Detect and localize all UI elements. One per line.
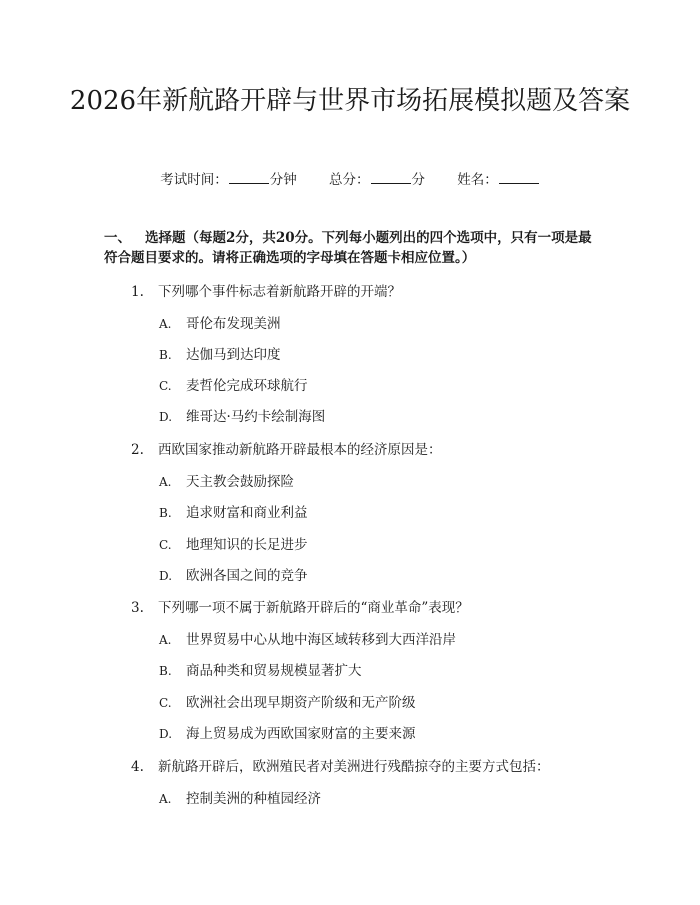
question-text: 新航路开辟后，欧洲殖民者对美洲进行残酷掠夺的主要方式包括： [158,759,550,775]
question-number: 1. [131,284,144,300]
question-3-option-b [159,661,599,681]
option-text: 欧洲社会出现早期资产阶级和无产阶级 [186,695,416,711]
option-text: 地理知识的长足进步 [186,537,308,553]
option-text: 哥伦布发现美洲 [186,316,281,332]
question-1 [131,282,601,302]
option-letter: D. [159,569,173,583]
option-letter: A. [159,792,172,806]
question-2-option-c [159,535,599,555]
option-text: 达伽马到达印度 [186,347,281,363]
option-letter: A. [159,475,172,489]
option-letter: B. [159,506,172,520]
option-text: 天主教会鼓励探险 [186,474,294,490]
total-score-unit: 分 [411,172,425,188]
question-number: 3. [131,600,144,616]
question-3-option-d [159,724,599,744]
name-label: 姓名： [457,172,498,188]
question-text: 西欧国家推动新航路开辟最根本的经济原因是： [158,442,442,458]
option-letter: C. [159,538,172,552]
option-text: 欧洲各国之间的竞争 [186,568,308,584]
option-letter: B. [159,664,172,678]
option-text: 控制美洲的种植园经济 [186,791,321,807]
option-text: 麦哲伦完成环球航行 [186,378,308,394]
question-4 [131,757,601,777]
option-text: 维哥达·马约卡绘制海图 [186,409,326,425]
question-2-option-d [159,566,599,586]
question-2-option-a [159,472,599,492]
question-number: 2. [131,442,144,458]
option-text: 海上贸易成为西欧国家财富的主要来源 [186,726,416,742]
option-letter: C. [159,696,172,710]
option-letter: A. [159,317,172,331]
question-3 [131,598,601,618]
exam-time-field [160,169,297,190]
total-score-blank [371,169,411,184]
question-text: 下列哪一项不属于新航路开辟后的“商业革命”表现？ [158,600,469,616]
total-score-field [329,169,425,190]
exam-time-blank [229,169,269,184]
page-title: 2026年新航路开辟与世界市场拓展模拟题及答案 [69,86,631,116]
option-text: 追求财富和商业利益 [186,505,308,521]
name-blank [499,169,539,184]
option-letter: A. [159,633,172,647]
option-letter: C. [159,379,172,393]
name-field [457,169,540,190]
question-1-option-c [159,376,599,396]
section-number: 一、 [104,230,131,246]
total-score-label: 总分： [329,172,370,188]
exam-info-line [0,169,700,190]
question-3-option-a [159,630,599,650]
option-letter: D. [159,410,173,424]
section-instructions: 选择题（每题2分，共20分。下列每小题列出的四个选项中，只有一项是最符合题目要求的。请将正确选项的字母填在答题卡相应位置。） [104,230,592,266]
question-4-option-a [159,789,599,809]
exam-time-unit: 分钟 [269,172,297,188]
section-heading-choice [104,228,604,268]
question-text: 下列哪个事件标志着新航路开辟的开端？ [158,284,401,300]
question-1-option-a [159,314,599,334]
option-text: 商品种类和贸易规模显著扩大 [186,663,362,679]
option-text: 世界贸易中心从地中海区域转移到大西洋沿岸 [186,632,456,648]
exam-time-label: 考试时间： [160,172,228,188]
question-2-option-b [159,503,599,523]
question-2 [131,440,601,460]
question-1-option-b [159,345,599,365]
option-letter: D. [159,727,173,741]
question-3-option-c [159,693,599,713]
question-1-option-d [159,407,599,427]
option-letter: B. [159,348,172,362]
question-number: 4. [131,759,144,775]
